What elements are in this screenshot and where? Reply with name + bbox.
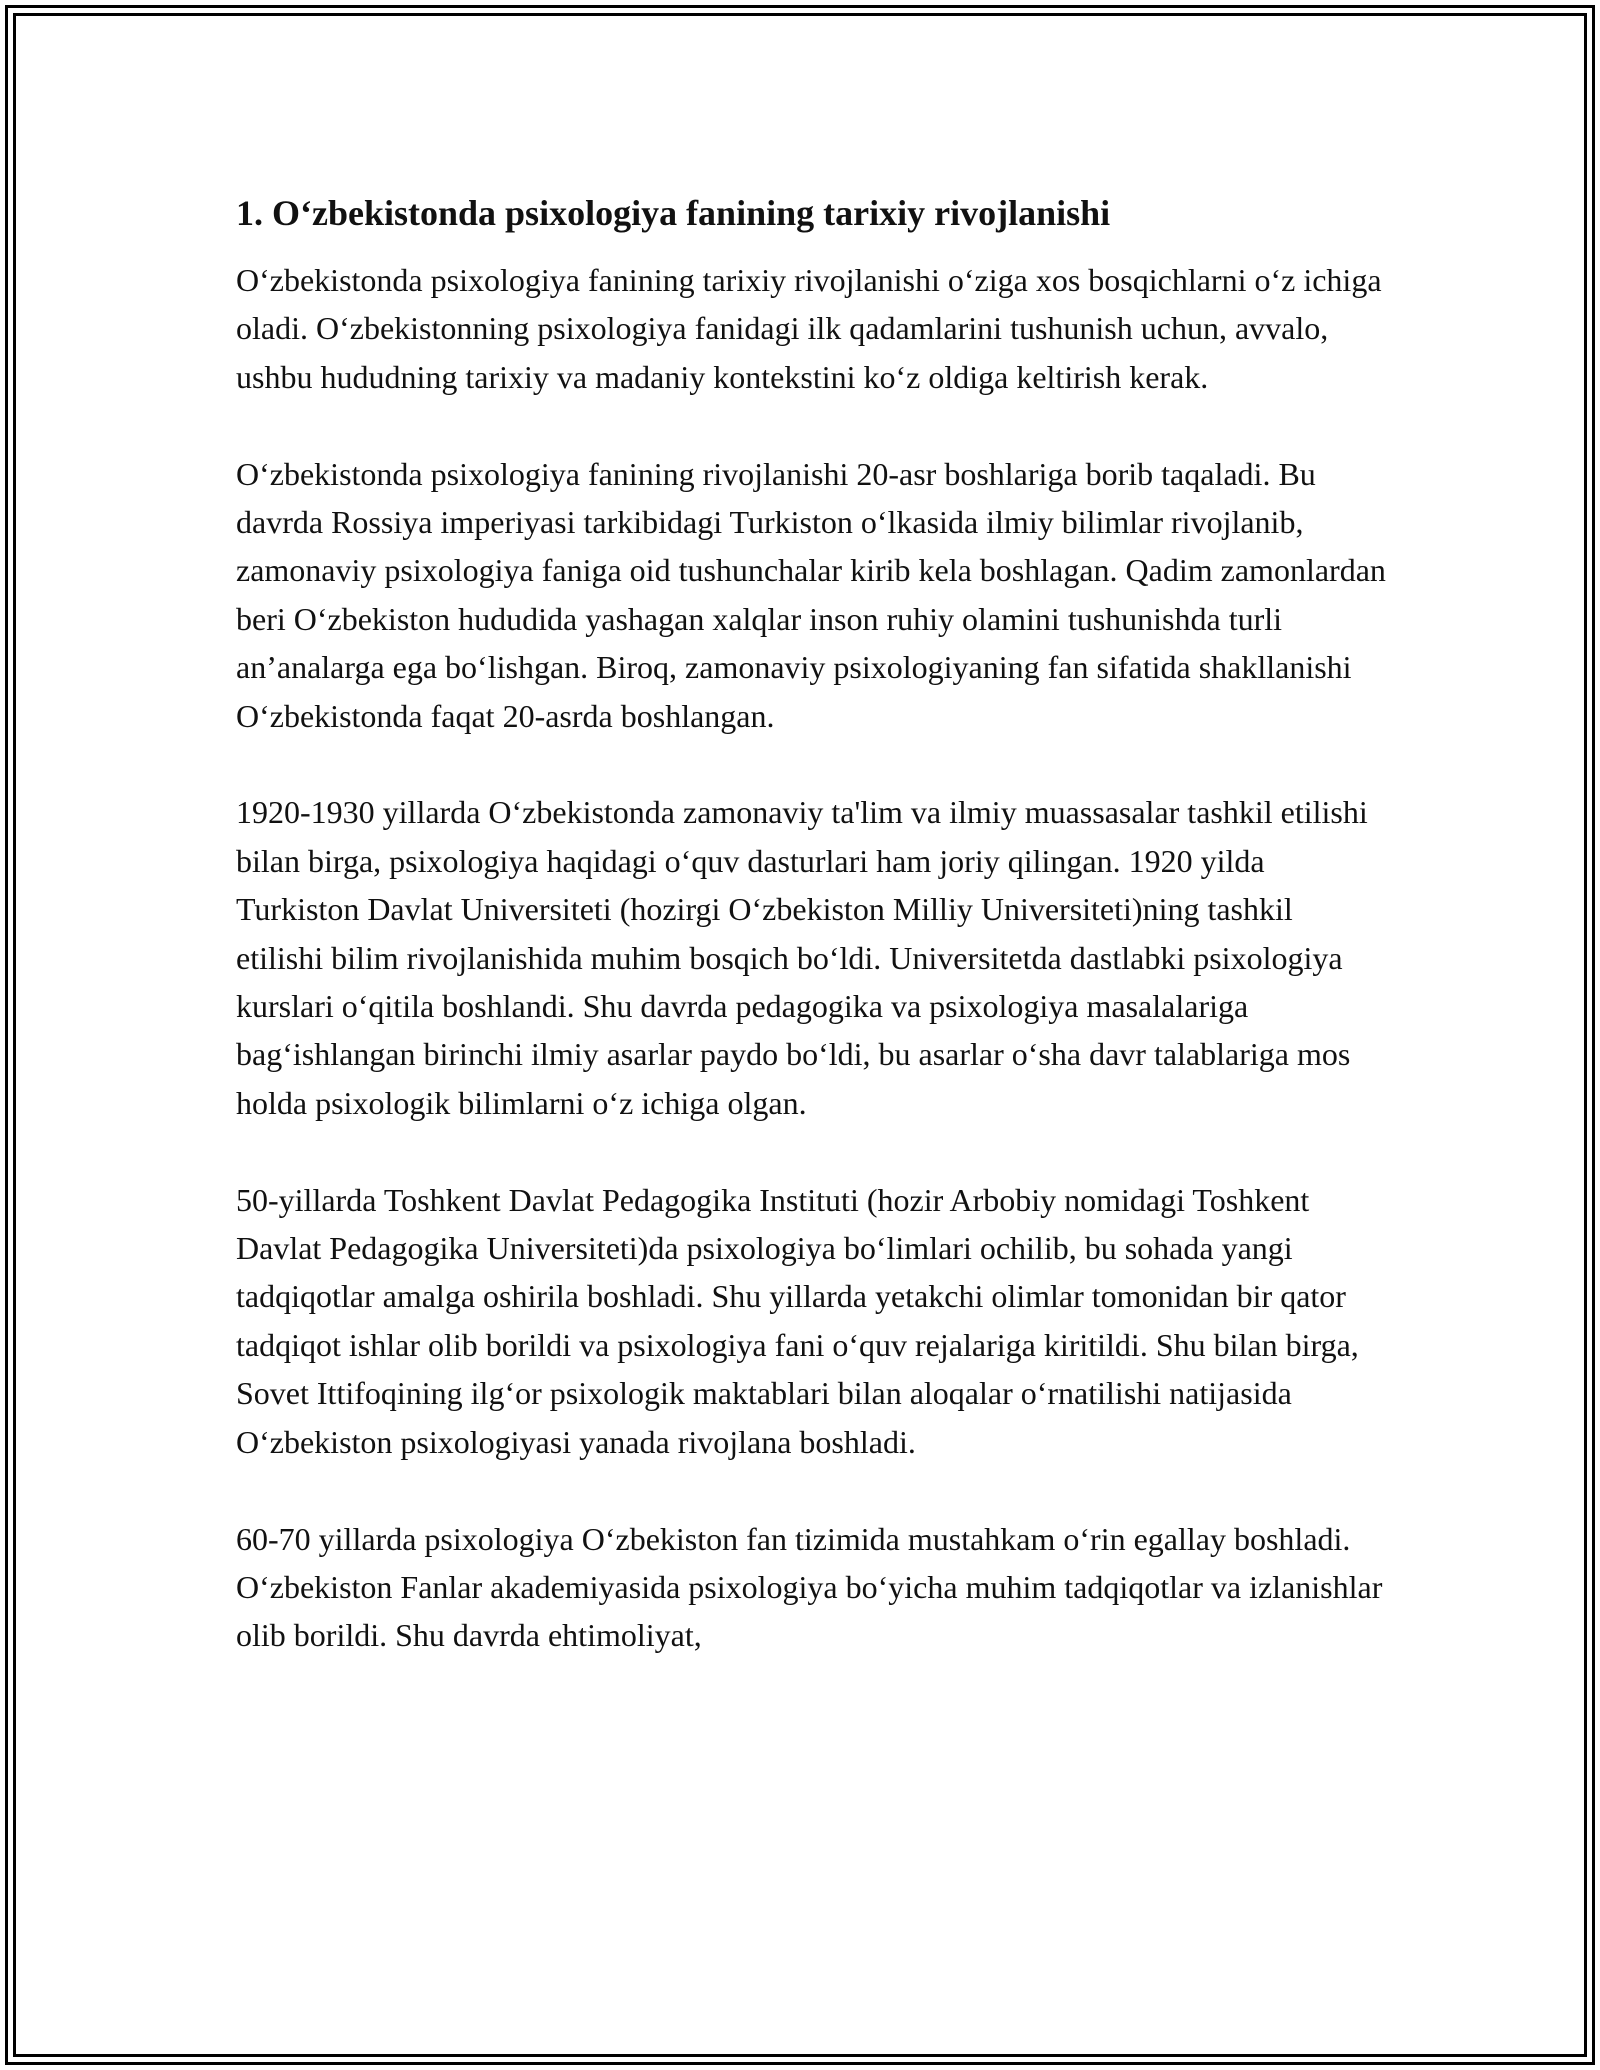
document-body xyxy=(236,186,1386,1708)
paragraph-4: 50-yillarda Toshkent Davlat Pedagogika Instituti (hozir Arbobiy nomidagi Toshkent Davlat Pedagogika Universiteti)da psixologiya bo‘limlari ochilib, bu sohada yangi tadqiqotlar amalga oshirila boshladi. Shu yillarda yetakchi olimlar tomonidan bir qator tadqiqot ishlar olib borildi va psixologiya fani o‘quv rejalariga kiritildi. Shu bilan birga, Sovet Ittifoqining ilg‘or psixologik maktablari bilan aloqalar o‘rnatilishi natijasida O‘zbekiston psixologiyasi yanada rivojlana boshladi. xyxy=(236,1181,1359,1460)
paragraph-1: O‘zbekistonda psixologiya fanining tarixiy rivojlanishi o‘ziga xos bosqichlarni o‘z ichiga oladi. O‘zbekistonning psixologiya fanidagi ilk qadamlarini tushunish uchun, avvalo, ushbu hududning tarixiy va madaniy kontekstini ko‘z oldiga keltirish kerak. xyxy=(236,262,1382,395)
paragraph-3: 1920-1930 yillarda O‘zbekistonda zamonaviy ta'lim va ilmiy muassasalar tashkil etilishi bilan birga, psixologiya haqidagi o‘quv dasturlari ham joriy qilingan. 1920 yilda Turkiston Davlat Universiteti (hozirgi O‘zbekiston Milliy Universiteti)ning tashkil etilishi bilim rivojlanishida muhim bosqich bo‘ldi. Universitetda dastlabki psixologiya kurslari o‘qitila boshlandi. Shu davrda pedagogika va psixologiya masalalariga bag‘ishlangan birinchi ilmiy asarlar paydo bo‘ldi, bu asarlar o‘sha davr talablariga mos holda psixologik bilimlarni o‘z ichiga olgan. xyxy=(236,794,1368,1121)
section-heading: 1. O‘zbekistonda psixologiya fanining tarixiy rivojlanishi xyxy=(236,193,1111,233)
paragraph-5: 60-70 yillarda psixologiya O‘zbekiston fan tizimida mustahkam o‘rin egallay boshladi. O‘zbekiston Fanlar akademiyasida psixologiya bo‘yicha muhim tadqiqotlar va izlanishlar olib borildi. Shu davrda ehtimoliyat, xyxy=(236,1520,1383,1654)
paragraph-2: O‘zbekistonda psixologiya fanining rivojlanishi 20-asr boshlariga borib taqaladi. Bu davrda Rossiya imperiyasi tarkibidagi Turkiston o‘lkasida ilmiy bilimlar rivojlanib, zamonaviy psixologiya faniga oid tushunchalar kirib kela boshlagan. Qadim zamonlardan beri O‘zbekiston hududida yashagan xalqlar inson ruhiy olamini tushunishda turli an’analarga ega bo‘lishgan. Biroq, zamonaviy psixologiyaning fan sifatida shakllanishi O‘zbekistonda faqat 20-asrda boshlangan. xyxy=(236,455,1386,734)
